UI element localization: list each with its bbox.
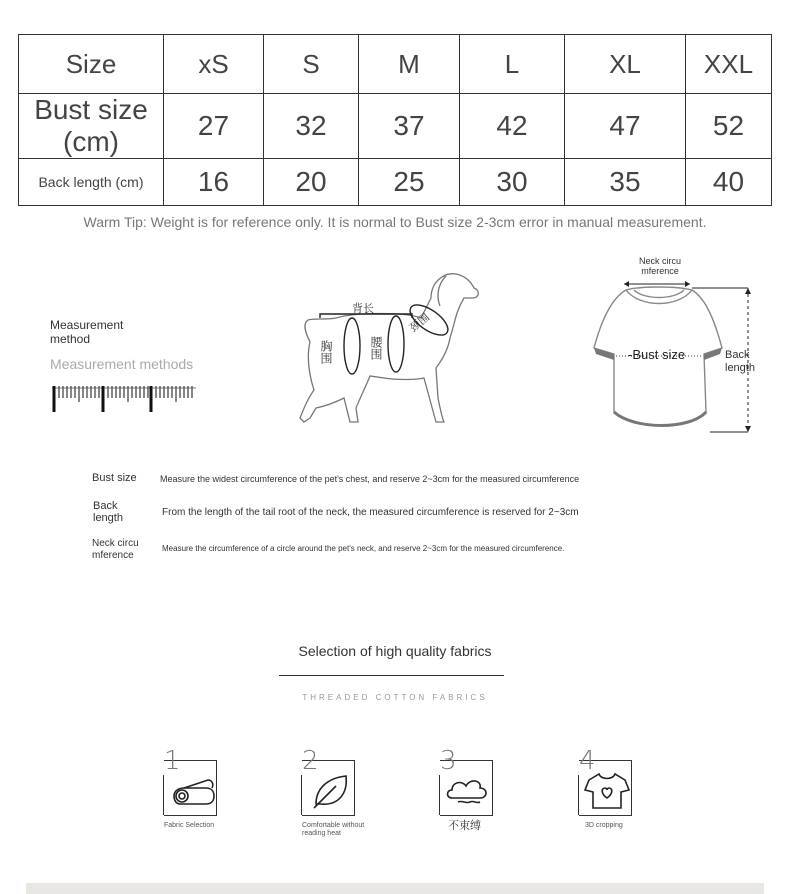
desc-term-back: Back length — [93, 500, 123, 524]
desc-term-bust: Bust size — [92, 472, 137, 484]
row-label: Bust size (cm) — [19, 94, 164, 159]
fabrics-title: Selection of high quality fabrics — [298, 643, 492, 659]
desc-text-neck: Measure the circumference of a circle around the pet's neck, and reserve 2~3cm for the measured circumference. — [162, 544, 565, 553]
size-header-row — [19, 35, 772, 94]
chest-label: 胸围 — [319, 340, 333, 364]
table-row — [19, 159, 772, 206]
desc-term-neck: Neck circu mference — [92, 538, 139, 561]
ruler-icon — [50, 382, 200, 414]
table-cell: 20 — [264, 159, 359, 206]
waist-label: 腰围 — [369, 336, 383, 360]
fabric-roll-icon — [168, 768, 216, 812]
leaf-icon — [306, 768, 354, 812]
table-cell: 52 — [686, 94, 772, 159]
fabrics-subtitle: THREADED COTTON FABRICS — [302, 693, 488, 702]
size-header-cell: xS — [164, 35, 264, 94]
table-cell: 32 — [264, 94, 359, 159]
feature-number: 3 — [440, 746, 457, 776]
size-header-cell: S — [264, 35, 359, 94]
feature-number: 4 — [579, 746, 596, 776]
cloud-icon — [444, 768, 492, 812]
table-cell: 30 — [460, 159, 565, 206]
warm-tip: Warm Tip: Weight is for reference only. It is normal to Bust size 2-3cm error in manual measurement. — [83, 214, 707, 230]
size-table — [18, 34, 772, 206]
table-cell: 35 — [565, 159, 686, 206]
feature-number: 1 — [164, 746, 181, 776]
table-cell: 16 — [164, 159, 264, 206]
feature-caption: Fabric Selection — [164, 822, 215, 829]
table-row — [19, 94, 772, 159]
table-cell: 37 — [359, 94, 460, 159]
measurement-methods-sublabel: Measurement methods — [50, 356, 194, 372]
table-cell: 25 — [359, 159, 460, 206]
dog-measurement-illustration — [296, 268, 486, 428]
t-shirt-icon — [583, 768, 631, 812]
row-label: Back length (cm) — [19, 159, 164, 206]
back-label: 背长 — [352, 302, 374, 315]
back-length-label: Back length — [725, 349, 755, 374]
table-cell: 47 — [565, 94, 686, 159]
neck-circumference-label: Neck circu mference — [638, 256, 681, 276]
feature-caption: 不束缚 — [448, 820, 481, 832]
next-section-image — [26, 883, 764, 894]
neck-label: 颈围 — [406, 310, 433, 335]
desc-text-back: From the length of the tail root of the neck, the measured circumference is reserved for 2~3cm — [162, 507, 579, 518]
feature-caption: Comfortable without reading heat — [302, 822, 365, 837]
divider — [279, 675, 504, 676]
feature-comfortable — [302, 746, 382, 836]
desc-text-bust: Measure the widest circumference of the pet's chest, and reserve 2~3cm for the measured circumference — [160, 474, 580, 484]
table-cell: 40 — [686, 159, 772, 206]
size-header-cell: XXL — [686, 35, 772, 94]
feature-caption: 3D cropping — [585, 822, 623, 829]
feature-fabric-selection — [164, 746, 244, 836]
feature-unconstrained — [440, 746, 520, 836]
feature-number: 2 — [302, 746, 319, 776]
size-header-cell: L — [460, 35, 565, 94]
size-header-cell: M — [359, 35, 460, 94]
table-cell: 27 — [164, 94, 264, 159]
feature-3d-cropping — [579, 746, 659, 836]
dog-measure-lines — [320, 299, 453, 374]
measurement-method-label: Measurement method — [50, 318, 124, 346]
table-cell: 42 — [460, 94, 565, 159]
size-header-cell: Size — [19, 35, 164, 94]
size-header-cell: XL — [565, 35, 686, 94]
bust-size-label: -Bust size — [628, 347, 686, 362]
